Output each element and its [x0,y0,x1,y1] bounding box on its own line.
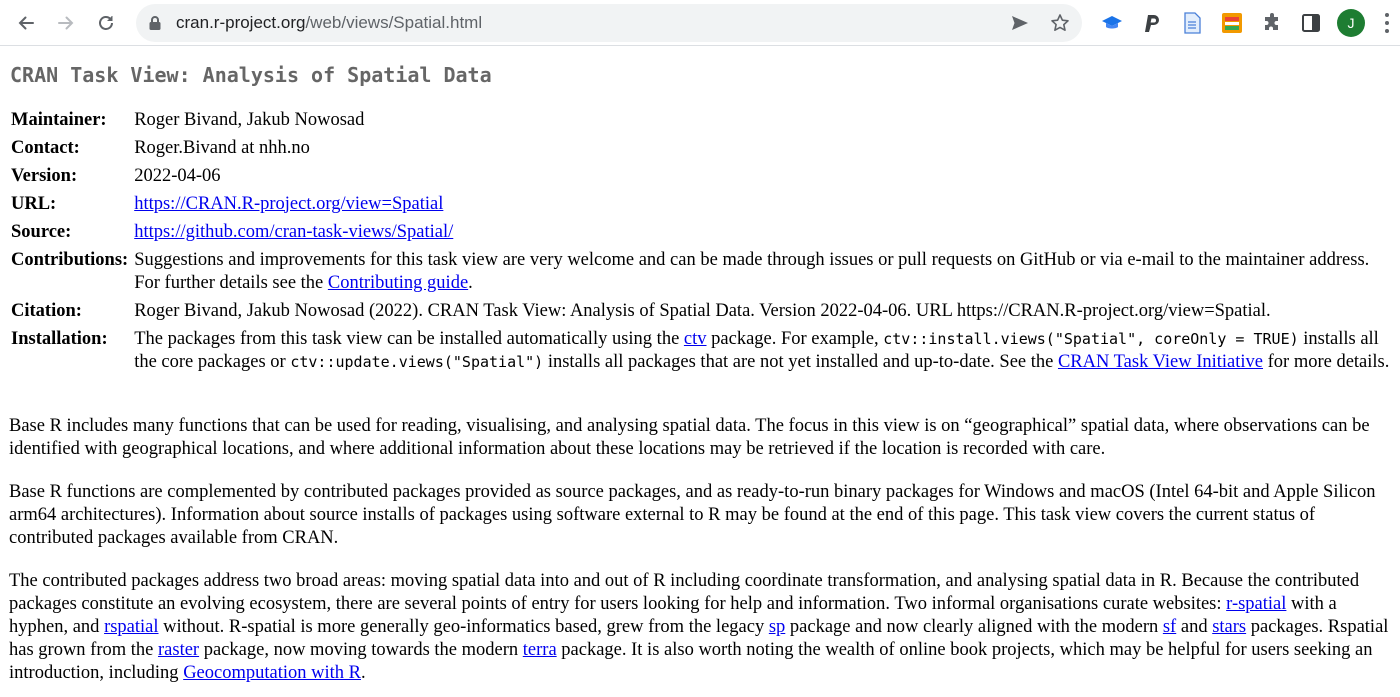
version-value: 2022-04-06 [134,165,221,186]
address-bar[interactable] [136,4,1082,42]
puzzle-icon [1262,13,1282,33]
meta-row-contributions [9,246,1400,297]
citation-label: Citation: [11,300,82,321]
installation-text-2: package. For example, [706,328,884,349]
version-label: Version: [11,165,78,186]
installation-text-5: for more details. [1263,351,1390,372]
lock-icon [148,15,162,31]
raster-link[interactable]: raster [158,640,200,660]
intro-paragraph-1: Base R includes many functions that can be used for reading, visualising, and analysing spatial data. The focus in this view is on “geographical” spatial data, where observations can be identified with geographical locations, and where additional information about these locations may be retrieved if the location is recorded with care. [9,416,1370,459]
contributions-end: . [468,272,473,293]
url-path: /web/views/Spatial.html [305,13,483,32]
contributing-guide-link[interactable]: Contributing guide [327,272,469,293]
maintainer-value: Roger Bivand, Jakub Nowosad [134,109,365,130]
extension-document[interactable] [1180,11,1204,35]
colorful-grid-icon [1221,12,1243,34]
installation-text-4: installs all packages that are not yet installed and up-to-date. See the [543,351,1058,372]
contact-value: Roger.Bivand at nhh.no [134,137,310,158]
extension-p[interactable] [1140,11,1164,35]
para3-text-7: package, now moving towards the modern [199,640,523,660]
url-host: cran.r-project.org [176,13,306,32]
sp-link[interactable]: sp [768,617,786,637]
para3-text-5: and [1176,617,1213,637]
r-spatial-link[interactable]: r-spatial [1226,594,1287,614]
para3-text-8: package. It is also worth noting the wealth of online book projects, which may be helpful for users seeking an introduction, including [9,640,1373,683]
extension-graduation-cap[interactable] [1100,11,1124,35]
reload-icon [96,13,116,33]
cran-task-view-initiative-link[interactable]: CRAN Task View Initiative [1057,351,1263,372]
graduation-cap-icon [1101,12,1123,34]
more-vert-icon[interactable] [1384,12,1390,34]
installation-label: Installation: [11,328,108,349]
maintainer-label: Maintainer: [11,109,107,130]
install-views-code: ctv::install.views("Spatial", coreOnly = TRUE) [883,329,1299,348]
url-text[interactable] [176,13,482,33]
meta-row-url [9,190,1400,218]
meta-row-installation [9,325,1400,376]
update-views-code: ctv::update.views("Spatial") [290,352,544,371]
p-letter-icon [1142,12,1162,34]
stars-link[interactable]: stars [1212,617,1247,637]
intro-paragraph-2: Base R functions are complemented by contributed packages provided as source packages, and as ready-to-run binary packages for Windows and macOS (Intel 64-bit and Apple Silicon arm64 architectures). Information about source installs of packages using software external to R may be found at the end of this page. This task view covers the current status of contributed packages available from CRAN. [9,482,1376,548]
meta-row-version [9,162,1400,190]
forward-button[interactable] [52,9,80,37]
contributions-text: Suggestions and improvements for this task view are very welcome and can be made through issues or pull requests on GitHub or via e-mail to the maintainer address. For further details see the [134,249,1370,293]
meta-row-source [9,218,1400,246]
browser-toolbar [0,0,1400,46]
profile-initial: J [1347,15,1355,31]
sf-link[interactable]: sf [1162,617,1177,637]
terra-link[interactable]: terra [522,640,557,660]
page-title: CRAN Task View: Analysis of Spatial Data [10,63,492,87]
side-panel-icon [1301,13,1321,33]
para3-text-1: The contributed packages address two broad areas: moving spatial data into and out of R including coordinate transformation, and analysing spatial data in R. Because the contributed packages constitute an evolving ecosystem, there are several points of entry for users looking for help and information. Two informal organisations curate websites: [9,571,1360,614]
intro-paragraph-3 [9,570,1391,685]
geocomputation-link[interactable]: Geocomputation with R [183,663,361,683]
para3-text-2: with a hyphen, and [9,594,1337,637]
extension-colorful[interactable] [1220,11,1244,35]
meta-row-maintainer [9,106,1400,134]
send-icon[interactable] [1010,13,1030,33]
para3-text-4: package and now clearly aligned with the modern [785,617,1163,637]
para3-text-6: packages. Rspatial has grown from the [9,617,1389,660]
citation-value: Roger Bivand, Jakub Nowosad (2022). CRAN Task View: Analysis of Spatial Data. Version 2022-04-06. URL https://CRAN.R-project.org/view=Spatial. [134,300,1271,321]
extensions-button[interactable] [1260,11,1284,35]
page-content [0,47,1400,697]
reload-button[interactable] [92,9,120,37]
side-panel-button[interactable] [1299,11,1323,35]
arrow-right-icon [56,13,76,33]
url-label: URL: [11,193,57,214]
contributions-label: Contributions: [11,249,129,270]
installation-text-1: The packages from this task view can be installed automatically using the [134,328,684,349]
source-link[interactable]: https://github.com/cran-task-views/Spatial/ [134,221,454,242]
meta-row-contact [9,134,1400,162]
back-button[interactable] [12,9,40,37]
contributions-value [132,246,1400,297]
document-icon [1182,12,1202,34]
profile-avatar[interactable] [1337,9,1365,37]
installation-value [132,325,1400,376]
para3-text-3: without. R-spatial is more generally geo-informatics based, grew from the legacy [158,617,769,637]
rspatial-link[interactable]: rspatial [104,617,159,637]
meta-row-citation [9,297,1400,325]
ctv-link[interactable]: ctv [683,328,707,349]
metadata-table [9,106,1400,376]
installation-text-3: installs all the core packages or [134,328,1379,372]
view-url-link[interactable]: https://CRAN.R-project.org/view=Spatial [134,193,444,214]
source-label: Source: [11,221,72,242]
para3-text-9: . [360,663,366,683]
contact-label: Contact: [11,137,80,158]
arrow-left-icon [16,13,36,33]
star-icon[interactable] [1050,13,1070,33]
